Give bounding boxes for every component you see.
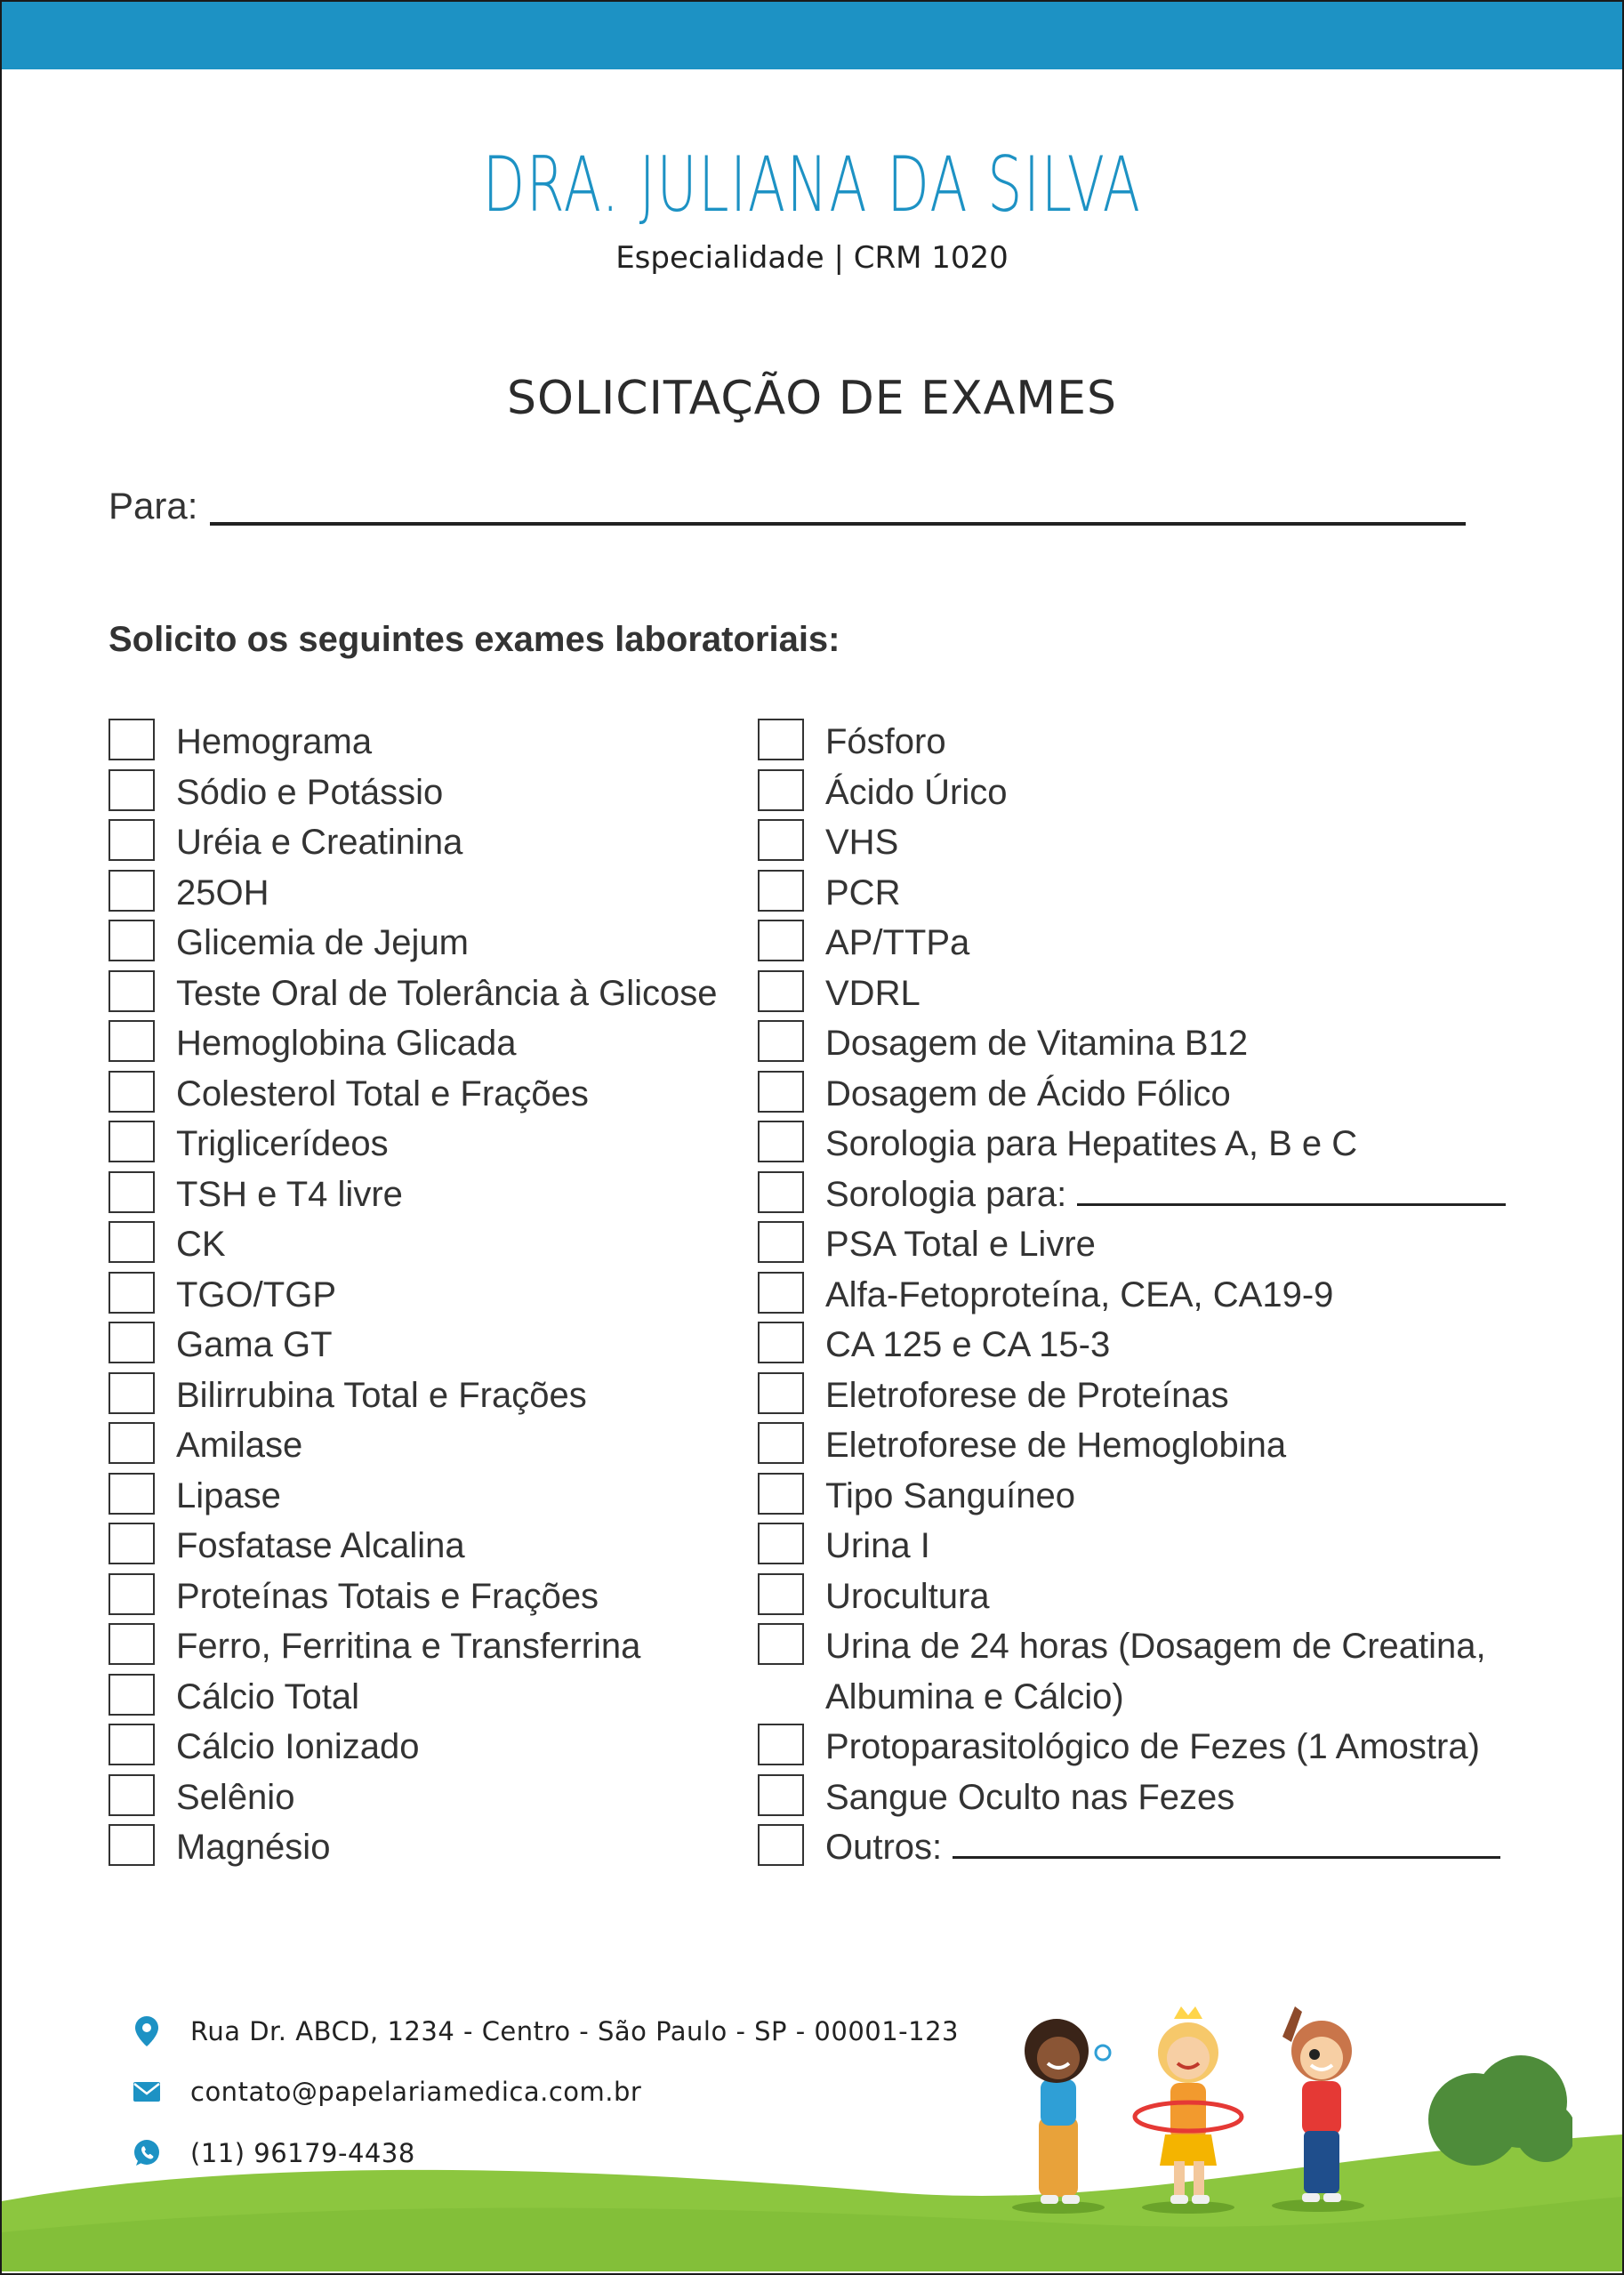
exam-item[interactable] bbox=[109, 1773, 717, 1823]
exam-label: Glicemia de Jejum bbox=[176, 923, 470, 962]
exam-label: Urocultura bbox=[825, 1576, 990, 1616]
exam-label: Lipase bbox=[176, 1475, 281, 1515]
exam-label: Proteínas Totais e Frações bbox=[176, 1576, 599, 1616]
bush-illustration bbox=[1421, 2050, 1572, 2166]
exam-checkbox[interactable] bbox=[758, 769, 804, 811]
exam-label: Alfa-Fetoproteína, CEA, CA19-9 bbox=[825, 1274, 1334, 1314]
exam-item[interactable] bbox=[109, 868, 717, 919]
exam-item[interactable] bbox=[758, 1371, 1506, 1421]
exam-checkbox[interactable] bbox=[109, 1523, 155, 1564]
children-illustration bbox=[987, 1983, 1396, 2215]
exam-label: Sorologia para Hepatites A, B e C bbox=[825, 1124, 1358, 1163]
exam-label: Fosfatase Alcalina bbox=[176, 1526, 465, 1565]
exam-checkbox[interactable] bbox=[758, 1121, 804, 1162]
exam-label: Selênio bbox=[176, 1777, 295, 1817]
exam-checkbox[interactable] bbox=[109, 1071, 155, 1113]
doctor-name: DRA. JULIANA DA SILVA bbox=[482, 141, 1142, 229]
exam-item[interactable] bbox=[758, 1069, 1506, 1120]
exam-label: Sorologia para: bbox=[825, 1174, 1067, 1214]
exam-item[interactable] bbox=[758, 1270, 1506, 1321]
exam-item[interactable] bbox=[758, 918, 1506, 969]
exam-checkbox[interactable] bbox=[109, 870, 155, 912]
exam-label: Bilirrubina Total e Frações bbox=[176, 1375, 587, 1415]
exam-checkbox[interactable] bbox=[758, 1322, 804, 1363]
exam-label-multiline bbox=[825, 1621, 1486, 1722]
exam-item[interactable] bbox=[109, 717, 717, 768]
exam-label: PSA Total e Livre bbox=[825, 1225, 1096, 1264]
exam-item[interactable] bbox=[109, 1420, 717, 1471]
exam-checkbox[interactable] bbox=[109, 1020, 155, 1062]
exam-item[interactable] bbox=[109, 1119, 717, 1170]
exam-checkbox[interactable] bbox=[758, 970, 804, 1012]
location-pin-icon bbox=[132, 2016, 162, 2046]
exam-checkbox[interactable] bbox=[109, 1372, 155, 1414]
exam-item[interactable] bbox=[758, 1572, 1506, 1622]
exam-label: 25OH bbox=[176, 872, 269, 912]
exam-label: Cálcio Ionizado bbox=[176, 1727, 420, 1766]
exam-item[interactable] bbox=[109, 1822, 717, 1873]
phone-text: (11) 96179-4438 bbox=[190, 2138, 415, 2168]
exam-checkbox[interactable] bbox=[758, 719, 804, 760]
exam-checkbox[interactable] bbox=[109, 769, 155, 811]
specialty-line: Especialidade | CRM 1020 bbox=[615, 240, 1009, 276]
exam-checkbox[interactable] bbox=[758, 920, 804, 961]
exam-checkbox[interactable] bbox=[109, 1623, 155, 1665]
exam-checkbox[interactable] bbox=[758, 1171, 804, 1213]
exam-item[interactable] bbox=[758, 1471, 1506, 1522]
exam-item[interactable] bbox=[109, 1521, 717, 1572]
exam-item[interactable] bbox=[758, 969, 1506, 1019]
contact-email bbox=[132, 2077, 641, 2107]
exam-checkbox[interactable] bbox=[109, 1272, 155, 1314]
intro-text: Solicito os seguintes exames laboratoriais: bbox=[109, 620, 840, 659]
exam-label: VDRL bbox=[825, 973, 921, 1013]
exam-label: Outros: bbox=[825, 1828, 943, 1867]
exam-item[interactable] bbox=[758, 1219, 1506, 1270]
exam-item[interactable] bbox=[109, 918, 717, 969]
exam-label-with-blank bbox=[825, 1170, 1506, 1220]
exam-label: Hemoglobina Glicada bbox=[176, 1024, 517, 1063]
exam-list-right bbox=[758, 717, 1506, 1873]
exam-checkbox[interactable] bbox=[109, 920, 155, 961]
exam-checkbox[interactable] bbox=[758, 1020, 804, 1062]
header-bar bbox=[2, 2, 1622, 69]
exam-label: Eletroforese de Hemoglobina bbox=[825, 1426, 1287, 1465]
exam-label: Tipo Sanguíneo bbox=[825, 1475, 1075, 1515]
exam-label: Cálcio Total bbox=[176, 1676, 360, 1716]
exam-label: Fósforo bbox=[825, 722, 946, 761]
exam-item[interactable] bbox=[758, 1018, 1506, 1069]
exam-checkbox[interactable] bbox=[109, 1674, 155, 1716]
exam-label: Colesterol Total e Frações bbox=[176, 1073, 589, 1113]
exam-label: Hemograma bbox=[176, 722, 373, 761]
exam-list-left bbox=[109, 717, 717, 1873]
exam-label: CK bbox=[176, 1225, 226, 1264]
exam-checkbox[interactable] bbox=[758, 1272, 804, 1314]
exam-item[interactable] bbox=[758, 1320, 1506, 1371]
exam-checkbox[interactable] bbox=[109, 1774, 155, 1816]
exam-label: VHS bbox=[825, 823, 899, 862]
exam-checkbox[interactable] bbox=[109, 719, 155, 760]
exam-item[interactable] bbox=[109, 1371, 717, 1421]
exam-label: Dosagem de Vitamina B12 bbox=[825, 1024, 1249, 1063]
exam-checkbox[interactable] bbox=[758, 1573, 804, 1615]
exam-checkbox[interactable] bbox=[109, 1322, 155, 1363]
exam-item[interactable] bbox=[109, 1069, 717, 1120]
exam-item[interactable] bbox=[109, 1572, 717, 1622]
exam-item[interactable] bbox=[758, 1420, 1506, 1471]
exam-label: Teste Oral de Tolerância à Glicose bbox=[176, 973, 718, 1013]
exam-checkbox[interactable] bbox=[758, 1221, 804, 1263]
exam-checkbox[interactable] bbox=[758, 1372, 804, 1414]
exam-checkbox[interactable] bbox=[758, 1824, 804, 1866]
exam-checkbox[interactable] bbox=[109, 1121, 155, 1162]
email-text[interactable]: contato@papelariamedica.com.br bbox=[190, 2077, 642, 2107]
exam-item[interactable] bbox=[109, 1320, 717, 1371]
exam-checkbox[interactable] bbox=[109, 1724, 155, 1765]
exam-label: TSH e T4 livre bbox=[176, 1174, 403, 1214]
exam-label: CA 125 e CA 15-3 bbox=[825, 1325, 1111, 1364]
exam-item[interactable] bbox=[109, 969, 717, 1019]
exam-checkbox[interactable] bbox=[758, 1523, 804, 1564]
exam-item[interactable] bbox=[109, 817, 717, 868]
exam-checkbox[interactable] bbox=[758, 1071, 804, 1113]
exam-label: Sódio e Potássio bbox=[176, 772, 444, 812]
exam-checkbox[interactable] bbox=[109, 1221, 155, 1263]
exam-label-continuation: Albumina e Cálcio) bbox=[825, 1676, 1124, 1716]
exam-checkbox[interactable] bbox=[109, 1422, 155, 1464]
exam-label: Urina de 24 horas (Dosagem de Creatina, bbox=[825, 1627, 1486, 1666]
recipient-label: Para: bbox=[109, 485, 198, 527]
exam-item[interactable] bbox=[758, 1773, 1506, 1823]
exam-item[interactable] bbox=[758, 817, 1506, 868]
exam-item[interactable] bbox=[109, 1672, 717, 1723]
exam-label: PCR bbox=[825, 872, 901, 912]
exam-checkbox[interactable] bbox=[758, 1623, 804, 1665]
exam-item[interactable] bbox=[109, 1219, 717, 1270]
exam-label: Protoparasitológico de Fezes (1 Amostra) bbox=[825, 1727, 1480, 1766]
exam-item[interactable] bbox=[758, 868, 1506, 919]
exam-label: Urina I bbox=[825, 1526, 930, 1565]
exam-item[interactable] bbox=[109, 1270, 717, 1321]
exam-label: Triglicerídeos bbox=[176, 1124, 389, 1163]
exam-item[interactable] bbox=[109, 1170, 717, 1220]
exam-label: TGO/TGP bbox=[176, 1274, 336, 1314]
exam-item[interactable] bbox=[758, 1722, 1506, 1773]
recipient-field[interactable] bbox=[210, 522, 1466, 526]
exam-label: Magnésio bbox=[176, 1828, 331, 1867]
exam-checkbox[interactable] bbox=[758, 819, 804, 861]
envelope-icon bbox=[132, 2077, 162, 2107]
exam-checkbox[interactable] bbox=[109, 819, 155, 861]
exam-label: Uréia e Creatinina bbox=[176, 823, 463, 862]
exam-item[interactable] bbox=[109, 1621, 717, 1672]
exam-label: AP/TTPa bbox=[825, 923, 970, 962]
exam-label: Gama GT bbox=[176, 1325, 333, 1364]
exam-checkbox[interactable] bbox=[758, 870, 804, 912]
form-title: SOLICITAÇÃO DE EXAMES bbox=[507, 372, 1117, 425]
outros-blank-field[interactable] bbox=[953, 1856, 1500, 1859]
exam-checkbox[interactable] bbox=[758, 1724, 804, 1765]
exam-checkbox[interactable] bbox=[758, 1473, 804, 1515]
exam-checkbox[interactable] bbox=[758, 1422, 804, 1464]
exam-checkbox[interactable] bbox=[109, 970, 155, 1012]
exam-item[interactable] bbox=[758, 1170, 1506, 1220]
exam-label: Eletroforese de Proteínas bbox=[825, 1375, 1229, 1415]
exam-item[interactable] bbox=[758, 1621, 1506, 1722]
contact-address bbox=[132, 2016, 959, 2046]
exam-item[interactable] bbox=[758, 1521, 1506, 1572]
exam-item[interactable] bbox=[758, 717, 1506, 768]
exam-item[interactable] bbox=[758, 1822, 1506, 1873]
sorologia-blank-field[interactable] bbox=[1077, 1203, 1506, 1206]
exam-item[interactable] bbox=[758, 768, 1506, 818]
exam-label: Amilase bbox=[176, 1426, 303, 1465]
exam-checkbox[interactable] bbox=[109, 1573, 155, 1615]
exam-checkbox[interactable] bbox=[109, 1824, 155, 1866]
exam-item[interactable] bbox=[109, 1471, 717, 1522]
exam-item[interactable] bbox=[109, 1018, 717, 1069]
exam-label: Ácido Úrico bbox=[825, 772, 1008, 812]
exam-checkbox[interactable] bbox=[109, 1171, 155, 1213]
exam-checkbox[interactable] bbox=[109, 1473, 155, 1515]
exam-label: Dosagem de Ácido Fólico bbox=[825, 1073, 1231, 1113]
address-text: Rua Dr. ABCD, 1234 - Centro - São Paulo - SP - 00001-123 bbox=[190, 2016, 960, 2046]
exam-item[interactable] bbox=[109, 1722, 717, 1773]
exam-checkbox[interactable] bbox=[758, 1774, 804, 1816]
exam-item[interactable] bbox=[758, 1119, 1506, 1170]
exam-item[interactable] bbox=[109, 768, 717, 818]
exam-label: Sangue Oculto nas Fezes bbox=[825, 1777, 1235, 1817]
exam-label-with-blank bbox=[825, 1822, 1500, 1873]
exam-label: Ferro, Ferritina e Transferrina bbox=[176, 1627, 641, 1666]
